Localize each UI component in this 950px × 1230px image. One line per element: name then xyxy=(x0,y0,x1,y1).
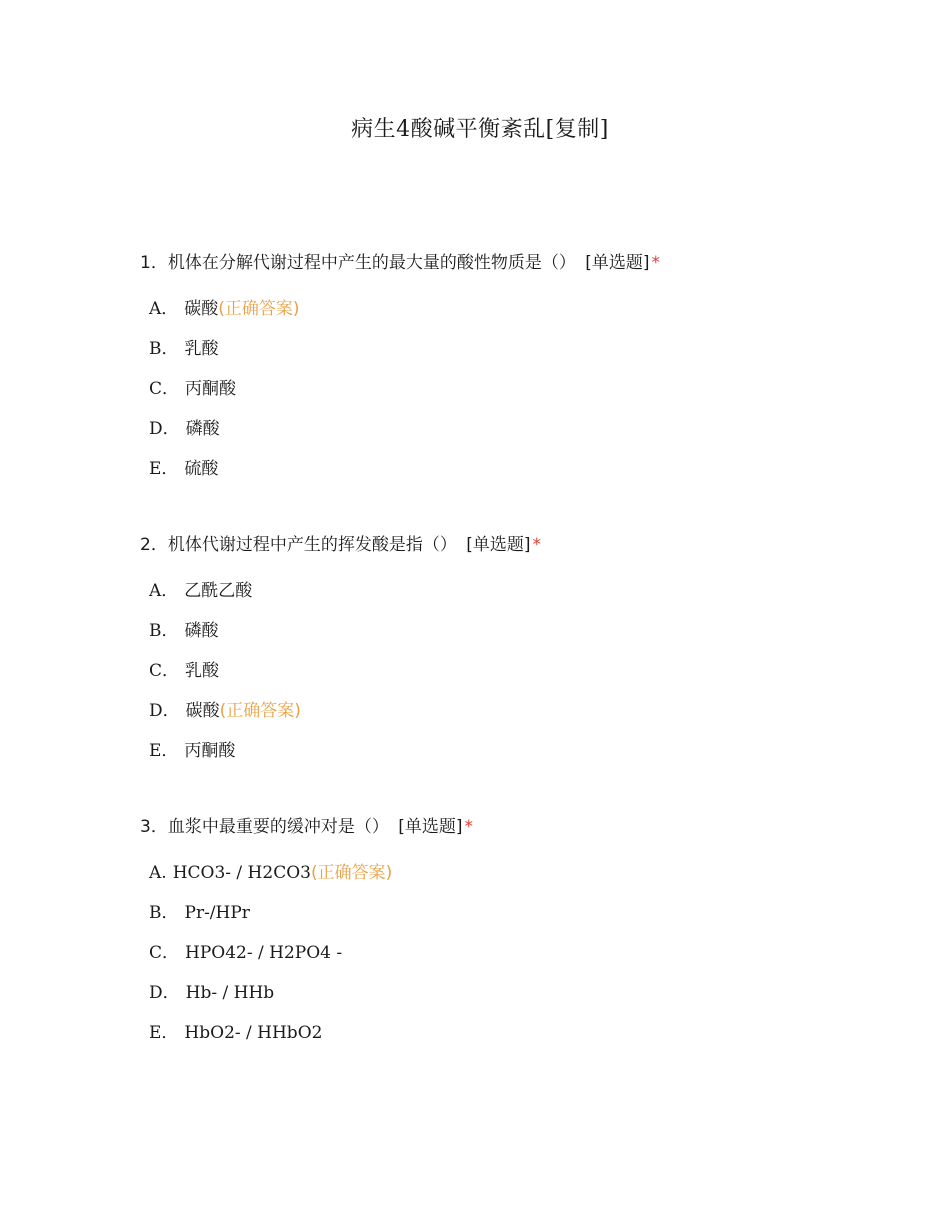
option-letter: B． xyxy=(149,903,179,923)
option-a xyxy=(149,579,860,603)
option-letter: A. xyxy=(149,863,167,883)
option-text: HCO3- / H2CO3 xyxy=(172,863,311,883)
page-title: 病生4酸碱平衡紊乱[复制] xyxy=(351,117,609,142)
option-text: HPO42- / H2PO4 - xyxy=(185,943,343,963)
question-stem xyxy=(140,815,860,839)
option-c xyxy=(149,941,860,965)
option-b xyxy=(149,619,860,643)
question-2 xyxy=(140,533,860,763)
option-c xyxy=(149,377,860,401)
question-stem xyxy=(140,533,860,557)
option-letter: C． xyxy=(149,661,180,681)
correct-answer-tag: (正确答案) xyxy=(219,701,301,721)
option-letter: B． xyxy=(149,339,179,359)
option-text: 丙酮酸 xyxy=(184,741,236,761)
question-stem xyxy=(140,251,860,275)
required-mark: * xyxy=(651,253,660,273)
question-text: 血浆中最重要的缓冲对是（） xyxy=(167,817,389,837)
correct-answer-tag: (正确答案) xyxy=(218,299,300,319)
option-d xyxy=(149,981,860,1005)
option-b xyxy=(149,337,860,361)
option-letter: D． xyxy=(149,419,180,439)
option-letter: B． xyxy=(149,621,179,641)
question-number: 3． xyxy=(140,817,168,837)
option-b xyxy=(149,901,860,925)
option-letter: A． xyxy=(149,581,179,601)
question-number: 1． xyxy=(140,253,168,273)
option-letter: D． xyxy=(149,983,180,1003)
option-text: 乳酸 xyxy=(185,661,220,681)
option-text: HbO2- / HHbO2 xyxy=(184,1023,323,1043)
option-text: 碳酸 xyxy=(184,299,219,319)
option-list xyxy=(140,579,860,763)
option-text: 硫酸 xyxy=(184,459,219,479)
option-d xyxy=(149,699,860,723)
question-number: 2． xyxy=(140,535,168,555)
question-3 xyxy=(140,815,860,1045)
option-e xyxy=(149,1021,860,1045)
option-letter: D． xyxy=(149,701,180,721)
option-letter: A． xyxy=(149,299,179,319)
option-text: 磷酸 xyxy=(185,419,220,439)
option-e xyxy=(149,739,860,763)
option-letter: C． xyxy=(149,943,180,963)
question-type: [单选题] xyxy=(398,817,463,837)
option-text: 乳酸 xyxy=(184,339,219,359)
option-text: 丙酮酸 xyxy=(185,379,237,399)
option-text: 磷酸 xyxy=(184,621,219,641)
required-mark: * xyxy=(532,535,541,555)
option-letter: C． xyxy=(149,379,180,399)
option-text: Hb- / HHb xyxy=(185,983,275,1003)
question-type: [单选题] xyxy=(585,253,650,273)
option-list xyxy=(140,861,860,1045)
option-letter: E． xyxy=(149,741,179,761)
option-letter: E． xyxy=(149,459,179,479)
option-list xyxy=(140,297,860,481)
option-d xyxy=(149,417,860,441)
required-mark: * xyxy=(464,817,473,837)
option-a xyxy=(149,297,860,321)
question-text: 机体代谢过程中产生的挥发酸是指（） xyxy=(167,535,457,555)
option-letter: E． xyxy=(149,1023,179,1043)
question-type: [单选题] xyxy=(466,535,531,555)
question-text: 机体在分解代谢过程中产生的最大量的酸性物质是（） xyxy=(167,253,576,273)
option-text: 碳酸 xyxy=(185,701,220,721)
correct-answer-tag: (正确答案) xyxy=(310,863,393,883)
option-e xyxy=(149,457,860,481)
question-1 xyxy=(140,251,860,481)
option-text: Pr-/HPr xyxy=(184,903,250,923)
option-a xyxy=(149,861,860,885)
option-text: 乙酰乙酸 xyxy=(184,581,253,601)
option-c xyxy=(149,659,860,683)
